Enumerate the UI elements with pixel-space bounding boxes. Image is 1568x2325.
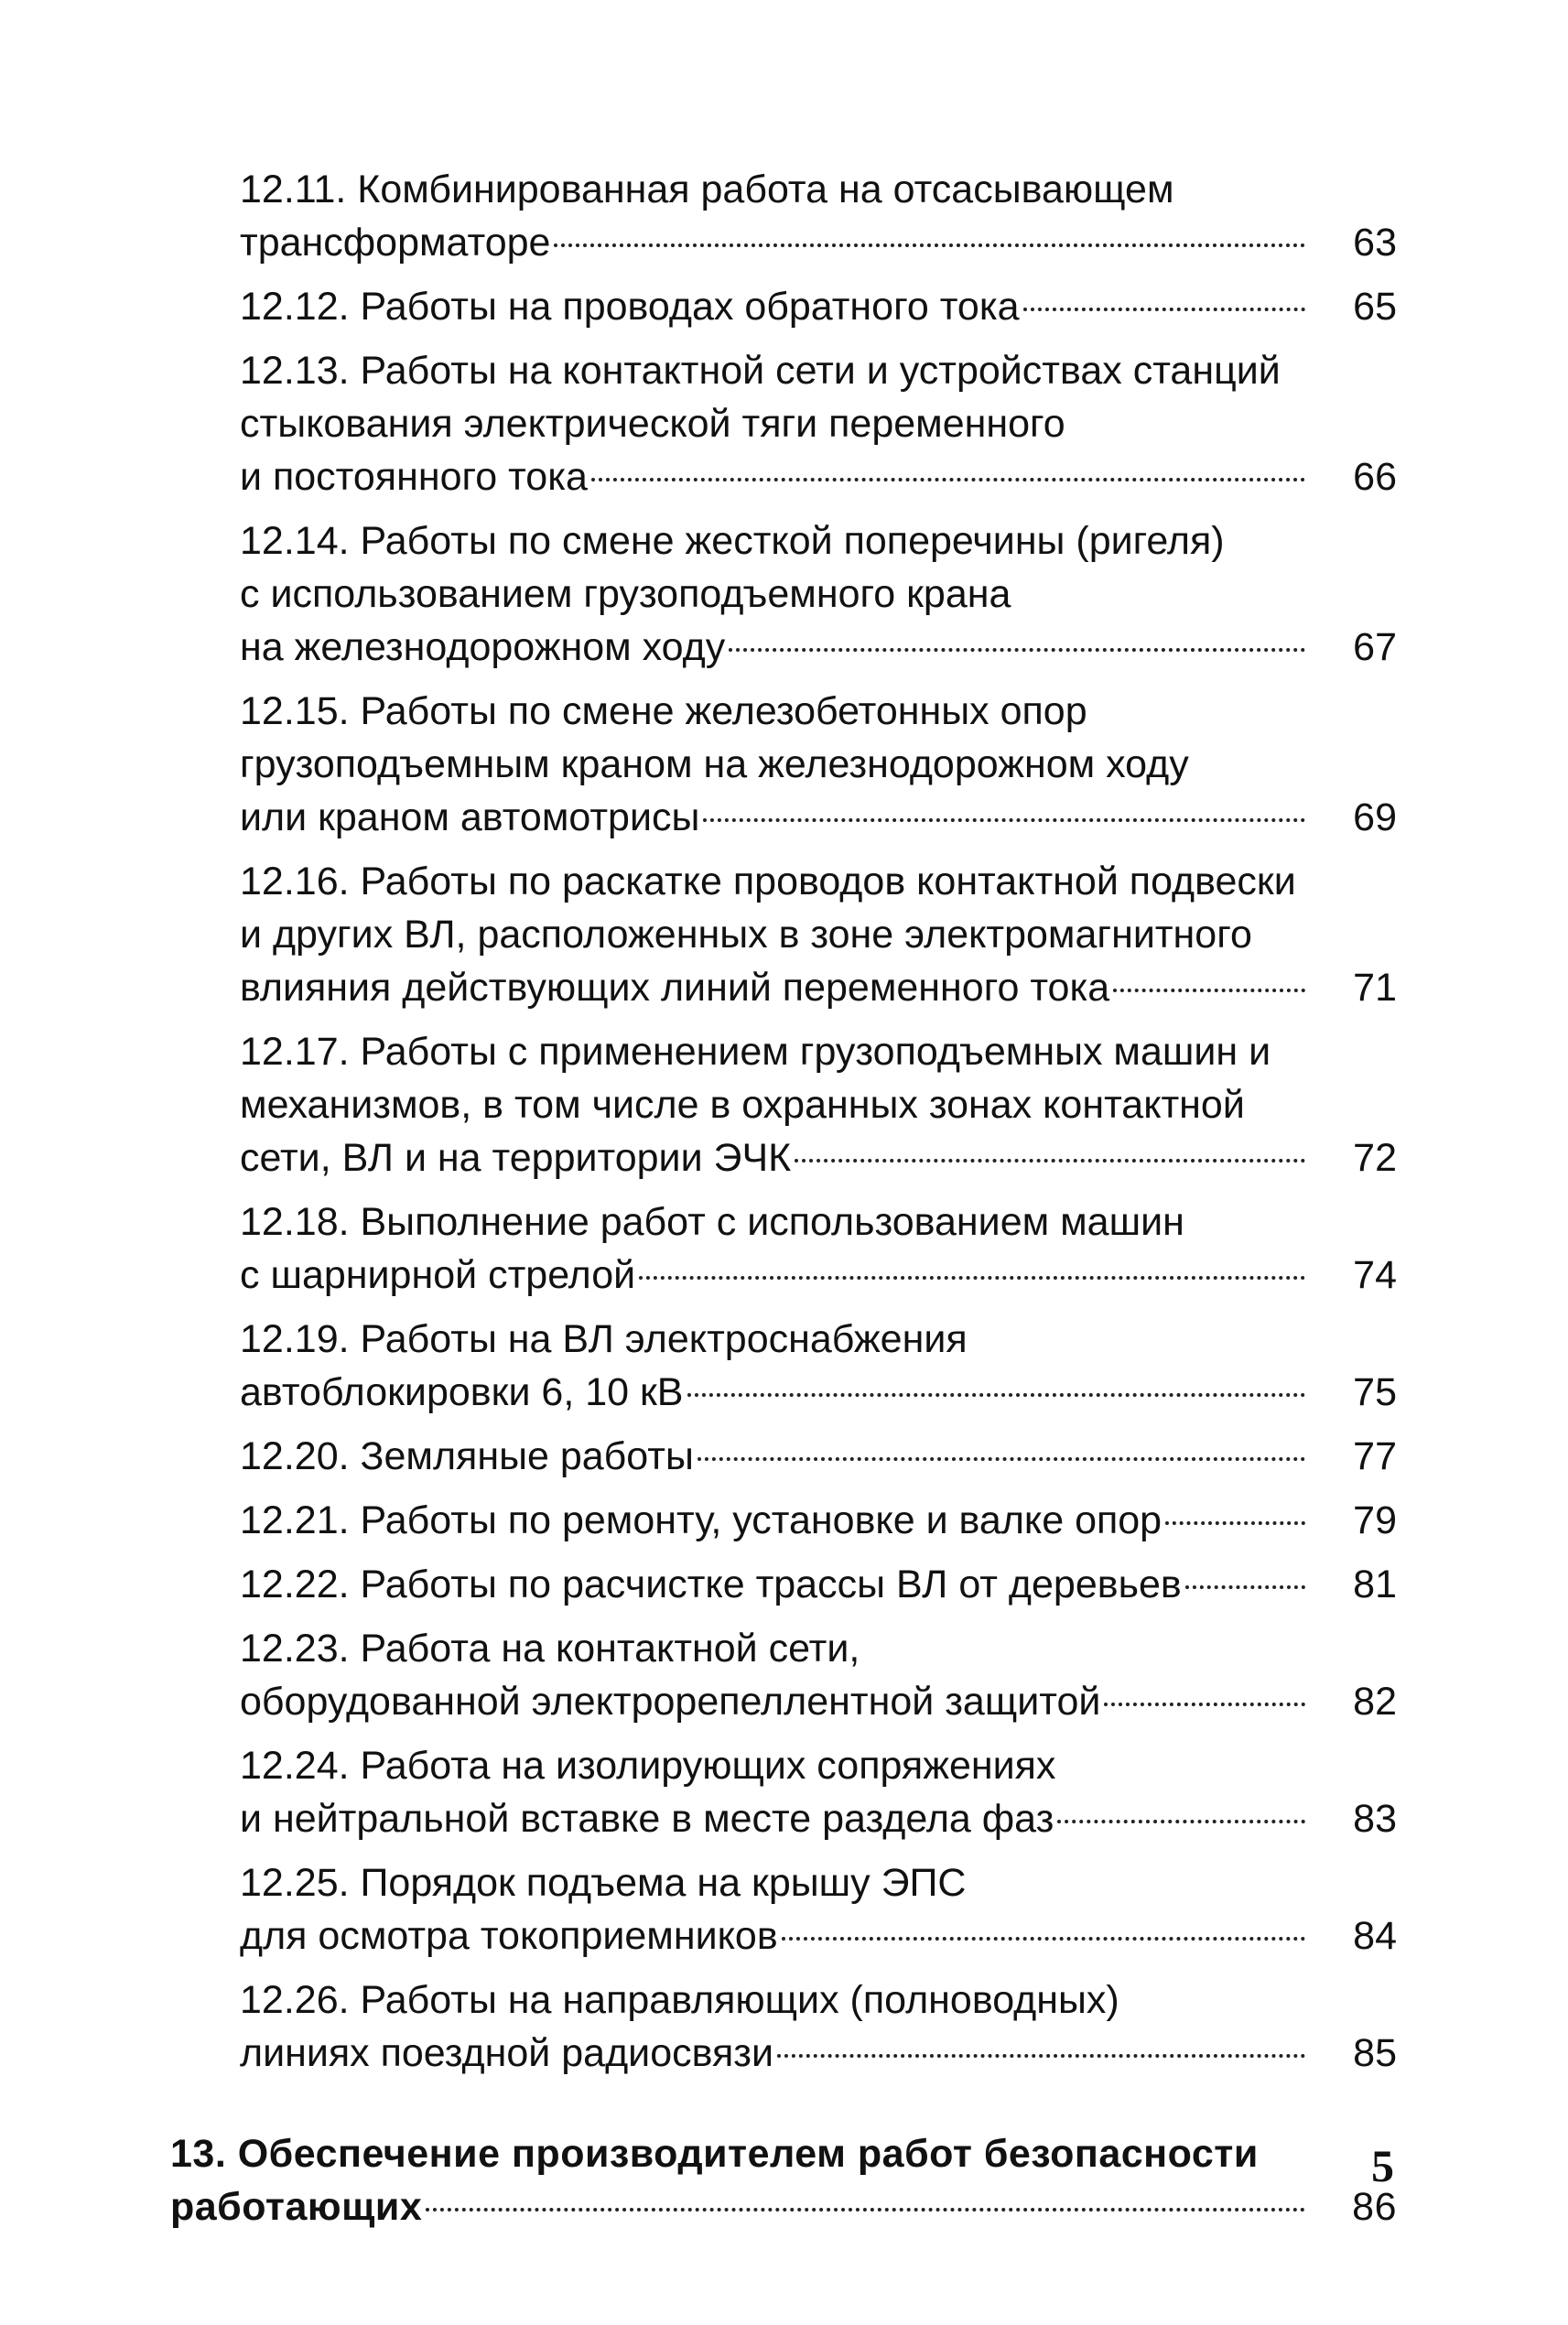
toc-entry-line: 12.13. Работы на контактной сети и устройствах станций: [240, 349, 1281, 393]
toc-page-number: 83: [1353, 1797, 1397, 1841]
toc-entry-last-line: [240, 1909, 1397, 1963]
page-number: 5: [1371, 2140, 1394, 2191]
toc-entry-line: 12.26. Работы на направляющих (полноводных): [240, 1978, 1119, 2022]
dot-leader: [703, 818, 1305, 822]
toc-entry-last-line: [240, 621, 1397, 674]
toc-entry-line: сети, ВЛ и на территории ЭЧК: [240, 1136, 792, 1180]
toc-entry-line: 13. Обеспечение производителем работ безопасности: [170, 2132, 1259, 2176]
toc-entry: [170, 1739, 1397, 1845]
toc-entry-line: грузоподъемным краном на железнодорожном ходу: [240, 742, 1189, 786]
dot-leader: [1165, 1521, 1305, 1525]
toc-entry-line: 12.12. Работы на проводах обратного тока: [240, 285, 1020, 329]
toc-page-number: 86: [1352, 2185, 1397, 2229]
toc-entry-line: 12.15. Работы по смене железобетонных опор: [240, 689, 1087, 733]
toc-entry-line: 12.18. Выполнение работ с использованием машин: [240, 1200, 1184, 1244]
dot-leader: [639, 1276, 1305, 1280]
toc-entry-line: стыкования электрической тяги переменного: [240, 402, 1065, 446]
toc-page-number: 81: [1353, 1563, 1397, 1606]
toc-entry-line: автоблокировки 6, 10 кВ: [240, 1370, 684, 1414]
toc-entry-line: 12.11. Комбинированная работа на отсасывающем: [240, 168, 1174, 211]
toc-entry: [170, 514, 1397, 674]
dot-leader: [729, 648, 1305, 652]
dot-leader: [591, 478, 1305, 481]
toc-entry-line: 12.17. Работы с применением грузоподъемных машин и: [240, 1030, 1271, 1074]
toc-entry-last-line: [240, 1558, 1397, 1611]
toc-entry: [170, 1195, 1397, 1302]
toc-entry-last-line: [240, 1131, 1397, 1184]
toc-entry: [170, 280, 1397, 333]
toc-page-number: 75: [1353, 1370, 1397, 1414]
toc-entry-last-line: [240, 216, 1397, 269]
toc-entry-last-line: [240, 1430, 1397, 1483]
toc-entry-last-line: [240, 1366, 1397, 1419]
toc-entry-last-line: [240, 1792, 1397, 1845]
toc-entry-line: с шарнирной стрелой: [240, 1253, 636, 1297]
toc-entry-last-line: [240, 1675, 1397, 1728]
toc-entry-last-line: [240, 1494, 1397, 1547]
toc-entry-line: и постоянного тока: [240, 455, 588, 499]
toc-entry-last-line: [170, 2180, 1397, 2233]
dot-leader: [554, 243, 1305, 247]
dot-leader: [1057, 1820, 1305, 1823]
dot-leader: [1113, 989, 1305, 992]
toc-entry-last-line: [240, 961, 1397, 1014]
toc-entry-last-line: [240, 1249, 1397, 1302]
dot-leader: [777, 2054, 1305, 2058]
toc-entry-last-line: [240, 280, 1397, 333]
toc-entry-line: и нейтральной вставке в месте раздела фаз: [240, 1797, 1054, 1841]
dot-leader: [426, 2208, 1305, 2211]
toc-entry-line: на железнодорожном ходу: [240, 625, 726, 669]
toc-entry: [170, 1974, 1397, 2080]
toc-entry-last-line: [240, 2027, 1397, 2080]
toc-page-number: 77: [1353, 1434, 1397, 1478]
toc-entry-line: 12.23. Работа на контактной сети,: [240, 1627, 860, 1671]
toc-entry-line: 12.14. Работы по смене жесткой поперечины (ригеля): [240, 519, 1225, 563]
toc-entry: [170, 163, 1397, 269]
toc-entry: [170, 1494, 1397, 1547]
toc-entry-line: 12.21. Работы по ремонту, установке и валке опор: [240, 1498, 1162, 1542]
toc-entry-line: линиях поездной радиосвязи: [240, 2031, 773, 2075]
toc-entry-line: 12.24. Работа на изолирующих сопряжениях: [240, 1744, 1056, 1788]
toc-entry-line: с использованием грузоподъемного крана: [240, 572, 1011, 616]
toc-entry: [170, 685, 1397, 844]
toc-section-entry: [170, 2127, 1397, 2233]
toc-entry: [170, 1313, 1397, 1419]
dot-leader: [1104, 1703, 1305, 1706]
toc-entry: [170, 1622, 1397, 1728]
toc-entry-line: трансформаторе: [240, 221, 551, 265]
toc-entry-line: оборудованной электрорепеллентной защитой: [240, 1680, 1101, 1724]
dot-leader: [1023, 308, 1306, 311]
toc-entry: [170, 855, 1397, 1014]
toc-entry-line: и других ВЛ, расположенных в зоне электромагнитного: [240, 913, 1252, 957]
dot-leader: [687, 1393, 1306, 1397]
dot-leader: [1185, 1585, 1305, 1589]
toc-page-number: 66: [1353, 455, 1397, 499]
toc-entry-line: или краном автомотрисы: [240, 795, 700, 839]
toc-entry-line: для осмотра токоприемников: [240, 1914, 778, 1958]
dot-leader: [782, 1937, 1305, 1941]
toc-entry-line: 12.22. Работы по расчистке трассы ВЛ от деревьев: [240, 1563, 1182, 1606]
toc-page-number: 82: [1353, 1680, 1397, 1724]
toc-entry-line: 12.19. Работы на ВЛ электроснабжения: [240, 1317, 968, 1361]
dot-leader: [795, 1159, 1305, 1162]
toc-entry: [170, 344, 1397, 503]
toc-entry-last-line: [240, 450, 1397, 503]
toc-page-number: 84: [1353, 1914, 1397, 1958]
toc-entry: [170, 1558, 1397, 1611]
toc-page-number: 74: [1353, 1253, 1397, 1297]
toc-entry-line: 12.25. Порядок подъема на крышу ЭПС: [240, 1861, 967, 1905]
toc-page-number: 67: [1353, 625, 1397, 669]
toc-entry-line: 12.16. Работы по раскатке проводов контактной подвески: [240, 860, 1296, 903]
toc-entry: [170, 1430, 1397, 1483]
dot-leader: [697, 1457, 1305, 1461]
toc-entry-line: механизмов, в том числе в охранных зонах контактной: [240, 1083, 1245, 1127]
toc-entry-line: работающих: [170, 2185, 423, 2229]
toc-page-number: 71: [1353, 966, 1397, 1010]
toc-entry-line: 12.20. Земляные работы: [240, 1434, 694, 1478]
toc-entry-line: влияния действующих линий переменного тока: [240, 966, 1110, 1010]
toc-page-number: 63: [1353, 221, 1397, 265]
toc-page-number: 65: [1353, 285, 1397, 329]
toc-entry: [170, 1025, 1397, 1184]
toc-entry-last-line: [240, 791, 1397, 844]
toc-page-number: 69: [1353, 795, 1397, 839]
toc-page-number: 85: [1353, 2031, 1397, 2075]
toc-entry: [170, 1856, 1397, 1963]
toc-page-number: 79: [1353, 1498, 1397, 1542]
toc-page-number: 72: [1353, 1136, 1397, 1180]
table-of-contents: [170, 163, 1397, 2233]
